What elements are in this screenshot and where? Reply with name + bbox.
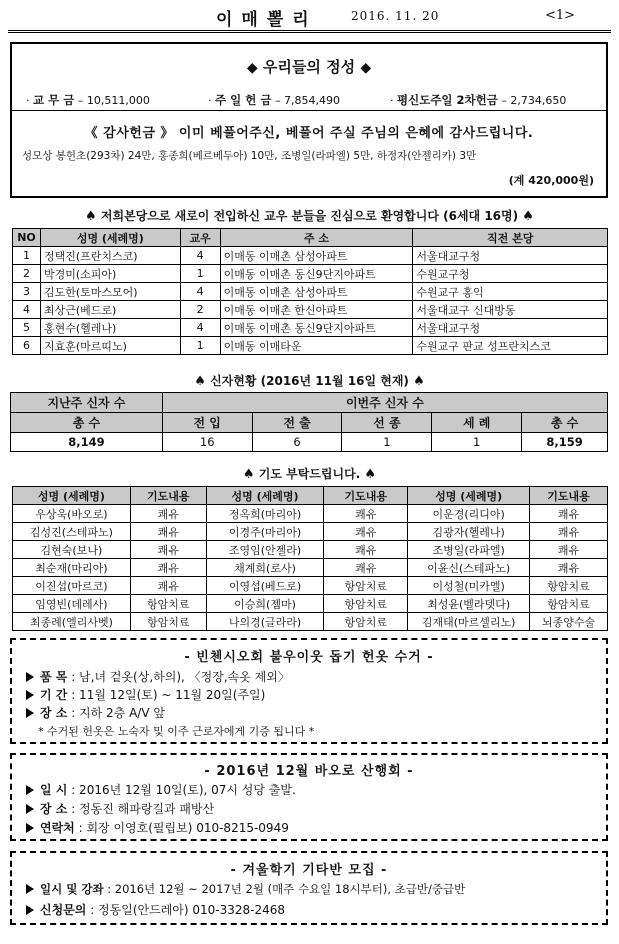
arrow-icon (26, 785, 34, 795)
notice-note: * 수거된 헌옷은 노숙자 및 이주 근로자에게 기증 됩니다 * (38, 725, 315, 738)
column-header: 주 소 (220, 229, 413, 247)
newcomers-table (12, 228, 608, 355)
prayer-table (12, 486, 608, 631)
arrow-icon (26, 823, 34, 833)
prayer-title (0, 465, 619, 482)
prev-week-label: 지난주 신자 수 (11, 393, 163, 413)
table-cell: 1 (180, 265, 220, 283)
table-cell: 1 (180, 337, 220, 355)
table-cell: 8,149 (11, 433, 163, 452)
table-cell: 2 (180, 301, 220, 319)
table-cell: 쾌유 (324, 541, 408, 559)
table-cell: 이매동 이매촌 동신9단지아파트 (220, 265, 413, 283)
notice-text: : 회장 이영호(필립보) 010-8215-0949 (78, 821, 289, 835)
table-cell: 정옥희(마리아) (206, 505, 324, 523)
table-cell: 쾌유 (530, 559, 608, 577)
offering-item-label: 교 무 금 (33, 93, 75, 107)
offering-box (10, 42, 608, 198)
notice-text: : 2016년 12월 ~ 2017년 2월 (매주 수요일 18시부터), 초급반/중급반 (107, 882, 466, 896)
stats-table (10, 392, 608, 452)
notice-label: 기 간 (40, 688, 68, 702)
table-row (13, 265, 608, 283)
table-cell: 항암치료 (130, 613, 206, 631)
table-cell: 항암치료 (130, 595, 206, 613)
column-header: 전 입 (162, 413, 252, 433)
table-row (13, 541, 608, 559)
spade-icon: ♠ (364, 467, 377, 482)
table-cell: 김도한(토마스모어) (40, 283, 180, 301)
offering-heading (12, 56, 606, 77)
table-cell: 채계희(로사) (206, 559, 324, 577)
table-header-row (13, 487, 608, 505)
table-cell: 이매동 이매타운 (220, 337, 413, 355)
notice-line (26, 781, 296, 798)
notice-text: : 남,녀 겉옷(상,하의), 〈정장,속옷 제외〉 (71, 670, 290, 684)
table-cell: 16 (162, 433, 252, 452)
table-cell: 수원교구 홍익 (413, 283, 608, 301)
notice-title: - 빈첸시오회 불우이웃 돕기 헌옷 수거 - (184, 650, 434, 665)
table-cell: 쾌유 (130, 523, 206, 541)
column-header: 전 출 (252, 413, 342, 433)
notice-label: 신청문의 (40, 903, 87, 917)
notice-label: 연락처 (40, 821, 75, 835)
table-cell: 이운경(리디아) (408, 505, 530, 523)
table-cell: 김재태(마르셀리노) (408, 613, 530, 631)
arrow-icon (26, 672, 34, 682)
notice-hiking (10, 753, 608, 841)
table-header-row (11, 413, 608, 433)
arrow-icon (26, 708, 34, 718)
table-cell: 지효훈(마르띠노) (40, 337, 180, 355)
table-cell: 2 (13, 265, 41, 283)
column-header: 성명 (세례명) (408, 487, 530, 505)
table-row (13, 577, 608, 595)
table-row (13, 559, 608, 577)
table-cell: 서울대교구청 (413, 247, 608, 265)
notice-text: : 정동진 해파랑길과 패방산 (71, 802, 215, 816)
table-cell: 4 (180, 247, 220, 265)
table-cell: 김광자(헬레나) (408, 523, 530, 541)
notice-guitar (10, 851, 608, 925)
notice-title: - 2016년 12월 바오로 산행회 - (204, 764, 414, 779)
table-row (13, 337, 608, 355)
table-cell: 1 (432, 433, 522, 452)
table-cell: 쾌유 (130, 505, 206, 523)
table-cell: 수원교구청 (413, 265, 608, 283)
table-row (13, 595, 608, 613)
table-cell: 쾌유 (130, 541, 206, 559)
table-cell: 3 (13, 283, 41, 301)
table-row (13, 283, 608, 301)
notice-line (26, 881, 465, 897)
table-cell: 쾌유 (130, 577, 206, 595)
thanks-list: 성모상 봉헌초(293차) 24만, 홍종희(베르베두아) 10만, 조병일(라파엘) 5만, 하정자(안젤리카) 3만 (22, 150, 477, 162)
table-cell: 6 (252, 433, 342, 452)
table-row (13, 523, 608, 541)
notice-line (26, 704, 165, 721)
table-cell: 1 (13, 247, 41, 265)
table-cell: 김현숙(보나) (13, 541, 131, 559)
column-header: 세 례 (432, 413, 522, 433)
spade-icon: ♠ (242, 467, 255, 482)
table-cell: 서울대교구 신대방동 (413, 301, 608, 319)
column-header: 성명 (세례명) (206, 487, 324, 505)
table-cell: 최성윤(벨라뎃다) (408, 595, 530, 613)
arrow-icon (26, 804, 34, 814)
table-cell: 쾌유 (130, 559, 206, 577)
bullet-icon: · (208, 94, 212, 107)
table-cell: 5 (13, 319, 41, 337)
column-header: 성명 (세례명) (13, 487, 131, 505)
offering-item-value: 10,511,000 (86, 94, 150, 107)
notice-line (26, 686, 265, 703)
column-header: 총 수 (11, 413, 163, 433)
notice-label: 일시 및 강좌 (40, 882, 104, 896)
notice-text: : 정동일(안드레아) 010-3328-2468 (90, 903, 286, 917)
table-cell: 조영임(안젤라) (206, 541, 324, 559)
table-cell: 4 (180, 283, 220, 301)
table-cell: 이승희(젬마) (206, 595, 324, 613)
table-cell: 이매동 이매촌 삼성아파트 (220, 283, 413, 301)
table-cell: 정택진(프란치스코) (40, 247, 180, 265)
table-cell: 항암치료 (324, 595, 408, 613)
column-header: 성명 (세례명) (40, 229, 180, 247)
table-header-row (13, 229, 608, 247)
column-header: 기도내용 (530, 487, 608, 505)
page-number: <1> (544, 8, 575, 23)
table-cell: 서울대교구청 (413, 319, 608, 337)
offering-item: · 주 일 헌 금 – 7,854,490 (208, 93, 340, 107)
notice-label: 장 소 (40, 706, 68, 720)
table-cell: 최종례(엘리사벳) (13, 613, 131, 631)
table-cell: 항암치료 (324, 577, 408, 595)
offering-item-value: 2,734,650 (510, 94, 567, 107)
column-header: 직전 본당 (413, 229, 608, 247)
table-cell: 쾌유 (324, 523, 408, 541)
table-cell: 이성철(미카엘) (408, 577, 530, 595)
page-header (8, 4, 611, 33)
table-cell: 항암치료 (324, 613, 408, 631)
table-cell: 항암치료 (530, 577, 608, 595)
table-cell: 나의경(글라라) (206, 613, 324, 631)
offering-item: · 평신도주일 2차헌금 – 2,734,650 (390, 93, 567, 107)
table-cell: 이진섭(마르코) (13, 577, 131, 595)
table-cell: 박경미(소피아) (40, 265, 180, 283)
offering-item-label: 평신도주일 2차헌금 (397, 93, 498, 107)
table-cell: 조병일(라파엘) (408, 541, 530, 559)
newcomers-title-text: 저희본당으로 새로이 전입하신 교우 분들을 진심으로 환영합니다 (6세대 16명) (100, 209, 519, 223)
column-header: 기도내용 (130, 487, 206, 505)
bullet-icon: · (390, 94, 394, 107)
table-cell: 뇌종양수술 (530, 613, 608, 631)
table-cell: 1 (342, 433, 432, 452)
bulletin-date: 2016. 11. 20 (351, 9, 440, 23)
table-row (13, 505, 608, 523)
table-cell: 이매동 이매촌 삼성아파트 (220, 247, 413, 265)
spade-icon: ♠ (413, 374, 425, 389)
table-cell: 이경주(마리아) (206, 523, 324, 541)
table-cell: 우상욱(바오로) (13, 505, 131, 523)
notice-line (26, 800, 214, 817)
notice-label: 장 소 (40, 802, 68, 816)
newcomers-title (0, 207, 619, 224)
table-cell: 6 (13, 337, 41, 355)
column-header: 선 종 (342, 413, 432, 433)
notice-text: : 11월 12일(토) ~ 11월 20일(주일) (71, 688, 266, 702)
offering-item: · 교 무 금 – 10,511,000 (26, 93, 150, 107)
notice-clothes (10, 638, 608, 744)
table-cell: 쾌유 (324, 559, 408, 577)
this-week-label: 이번주 신자 수 (162, 393, 607, 413)
table-cell: 임영빈(데레사) (13, 595, 131, 613)
column-header: 기도내용 (324, 487, 408, 505)
table-cell: 항암치료 (530, 595, 608, 613)
table-header-row (11, 393, 608, 413)
arrow-icon (26, 905, 34, 915)
divider (12, 110, 606, 111)
spade-icon: ♠ (85, 209, 97, 224)
notice-text: : 2016년 12월 10일(토), 07시 성당 출발. (71, 783, 296, 797)
spade-icon: ♠ (522, 209, 534, 224)
arrow-icon (26, 884, 34, 894)
thanks-title: 《 감사헌금 》 이미 베풀어주신, 베풀어 주실 주님의 은혜에 감사드립니다. (84, 126, 534, 141)
table-cell: 이매동 이매촌 한신아파트 (220, 301, 413, 319)
column-header: 교우 (180, 229, 220, 247)
table-row (11, 433, 608, 452)
table-row (13, 301, 608, 319)
column-header: 총 수 (522, 413, 608, 433)
table-cell: 최순재(마리아) (13, 559, 131, 577)
notice-line (26, 819, 289, 836)
table-cell: 수원교구 판교 성프란치스코 (413, 337, 608, 355)
notice-text: : 지하 2층 A/V 앞 (71, 706, 165, 720)
table-cell: 4 (13, 301, 41, 319)
table-row (13, 613, 608, 631)
table-cell: 쾌유 (530, 523, 608, 541)
notice-label: 일 시 (40, 783, 68, 797)
table-cell: 4 (180, 319, 220, 337)
notice-label: 품 목 (40, 670, 68, 684)
table-cell: 홍현수(헬레나) (40, 319, 180, 337)
table-cell: 이매동 이매촌 동신9단지아파트 (220, 319, 413, 337)
table-row (13, 319, 608, 337)
column-header: NO (13, 229, 41, 247)
table-cell: 쾌유 (324, 505, 408, 523)
table-cell: 쾌유 (530, 505, 608, 523)
offering-item-label: 주 일 헌 금 (215, 93, 272, 107)
table-cell: 8,159 (522, 433, 608, 452)
notice-title: - 겨울학기 기타반 모집 - (230, 863, 388, 878)
bullet-icon: · (26, 94, 30, 107)
diamond-icon: ◆ (246, 60, 258, 76)
offering-amounts (12, 92, 606, 112)
stats-title-text: 신자현황 (2016년 11월 16일 현재) (210, 374, 409, 388)
table-cell: 최상근(베드로) (40, 301, 180, 319)
arrow-icon (26, 690, 34, 700)
table-row (13, 247, 608, 265)
prayer-title-text: 기도 부탁드립니다. (258, 467, 361, 481)
notice-line (26, 668, 290, 685)
table-cell: 이윤신(스테파노) (408, 559, 530, 577)
table-cell: 쾌유 (530, 541, 608, 559)
offering-heading-text: 우리들의 정성 (262, 58, 356, 76)
table-cell: 이영섭(베드로) (206, 577, 324, 595)
diamond-icon: ◆ (360, 60, 372, 76)
spade-icon: ♠ (194, 374, 206, 389)
notice-line (26, 901, 285, 918)
thanks-total: (계 420,000원) (508, 174, 594, 187)
bulletin-title: 이매뽈리 (216, 10, 318, 30)
stats-title (0, 372, 619, 389)
offering-item-value: 7,854,490 (283, 94, 340, 107)
table-cell: 김성진(스테파노) (13, 523, 131, 541)
